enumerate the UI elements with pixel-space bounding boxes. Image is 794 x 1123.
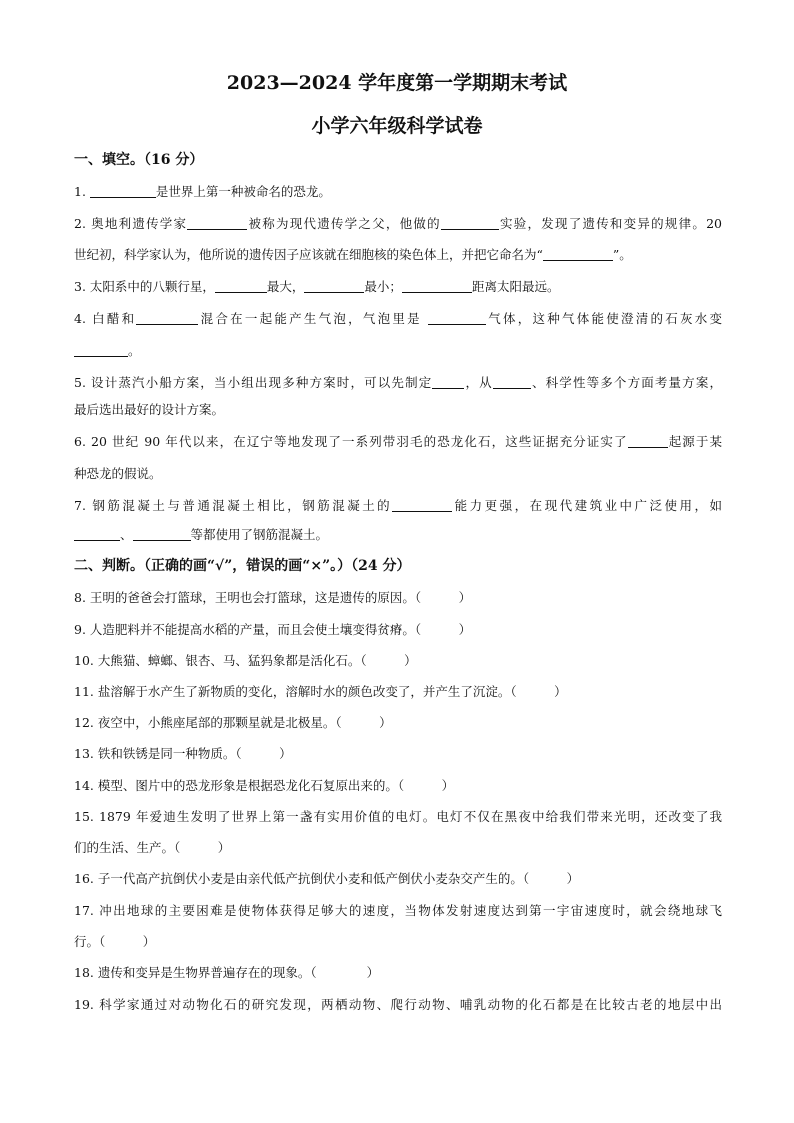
answer-blank[interactable] xyxy=(543,246,613,261)
judge-question: 16. 子一代高产抗倒伏小麦是由亲代低产抗倒伏小麦和低产倒伏小麦杂交产生的。（ ） xyxy=(74,871,580,886)
question-2-line-1: 2. 奥地利遗传学家 被称为现代遗传学之父，他做的 实验，发现了遗传和变异的规律。20 xyxy=(74,216,722,231)
judge-question-15-line-2: 们的生活、生产。（ ） xyxy=(74,840,231,855)
judge-question: 8. 王明的爸爸会打篮球，王明也会打篮球，这是遗传的原因。（ ） xyxy=(74,590,472,605)
question-7-line-2: 、 等都使用了钢筋混凝土。 xyxy=(74,525,328,545)
question-6-line-2: 种恐龙的假说。 xyxy=(74,466,162,481)
answer-blank[interactable] xyxy=(74,526,120,541)
answer-blank[interactable] xyxy=(133,526,191,541)
answer-blank[interactable] xyxy=(628,433,668,448)
question-5-line-2: 最后选出最好的设计方案。 xyxy=(74,402,225,417)
answer-blank[interactable] xyxy=(432,374,464,389)
answer-blank[interactable] xyxy=(493,374,531,389)
section-judge-heading: 二、判断。（正确的画“√”，错误的画“×”。）（24 分） xyxy=(74,558,411,574)
judge-question-15-line-1: 15. 1879 年爱迪生发明了世界上第一盏有实用价值的电灯。电灯不仅在黑夜中给我们带来光明，还改变了我 xyxy=(74,809,722,824)
question-2-line-2: 世纪初，科学家认为，他所说的遗传因子应该就在细胞核的染色体上，并把它命名为“ ”。 xyxy=(74,247,632,262)
question-6-line-1: 6. 20 世纪 90 年代以来，在辽宁等地发现了一系列带羽毛的恐龙化石，这些证据充分证实了 起源于某 xyxy=(74,434,722,449)
judge-question-19-line-1: 19. 科学家通过对动物化石的研究发现，两栖动物、爬行动物、哺乳动物的化石都是在比较古老的地层中出 xyxy=(74,997,722,1012)
question-5-line-1: 5. 设计蒸汽小船方案，当小组出现多种方案时，可以先制定 ，从 、科学性等多个方面考量方案， xyxy=(74,375,722,390)
judge-question: 10. 大熊猫、蟑螂、银杏、马、猛犸象都是活化石。（ ） xyxy=(74,653,417,668)
answer-blank[interactable] xyxy=(441,215,499,230)
judge-question: 13. 铁和铁锈是同一种物质。（ ） xyxy=(74,746,292,761)
question-1: 1. 是世界上第一种被命名的恐龙。 xyxy=(74,184,331,199)
judge-question-17-line-1: 17. 冲出地球的主要困难是使物体获得足够大的速度，当物体发射速度达到第一宇宙速度时，就会绕地球飞 xyxy=(74,903,722,918)
answer-blank[interactable] xyxy=(428,310,486,325)
answer-blank[interactable] xyxy=(215,278,267,293)
question-7-line-1: 7. 钢筋混凝土与普通混凝土相比，钢筋混凝土的 能力更强，在现代建筑业中广泛使用，如 xyxy=(74,498,722,513)
exam-subtitle: 小学六年级科学试卷 xyxy=(311,115,483,137)
answer-blank[interactable] xyxy=(304,278,364,293)
answer-blank[interactable] xyxy=(74,342,128,357)
section-fill-in-heading: 一、填空。（16 分） xyxy=(74,152,204,168)
exam-title: 2023—2024 学年度第一学期期末考试 xyxy=(226,72,568,94)
question-3: 3. 太阳系中的八颗行星， 最大， 最小； 距离太阳最远。 xyxy=(74,279,560,294)
judge-question: 11. 盐溶解于水产生了新物质的变化，溶解时水的颜色改变了，并产生了沉淀。（ ） xyxy=(74,684,567,699)
answer-blank[interactable] xyxy=(402,278,472,293)
judge-question: 12. 夜空中，小熊座尾部的那颗星就是北极星。（ ） xyxy=(74,715,392,730)
question-4-line-2: 。 xyxy=(74,341,141,361)
question-4-line-1: 4. 白醋和 混合在一起能产生气泡，气泡里是 气体，这种气体能使澄清的石灰水变 xyxy=(74,311,722,326)
judge-question-17-line-2: 行。（ ） xyxy=(74,934,156,949)
answer-blank[interactable] xyxy=(392,497,452,512)
answer-blank[interactable] xyxy=(187,215,247,230)
judge-question: 14. 模型、图片中的恐龙形象是根据恐龙化石复原出来的。（ ） xyxy=(74,778,455,793)
answer-blank[interactable] xyxy=(90,183,156,198)
judge-question: 9. 人造肥料并不能提高水稻的产量，而且会使土壤变得贫瘠。（ ） xyxy=(74,622,472,637)
judge-question: 18. 遗传和变异是生物界普遍存在的现象。（ ） xyxy=(74,965,380,980)
answer-blank[interactable] xyxy=(136,310,198,325)
